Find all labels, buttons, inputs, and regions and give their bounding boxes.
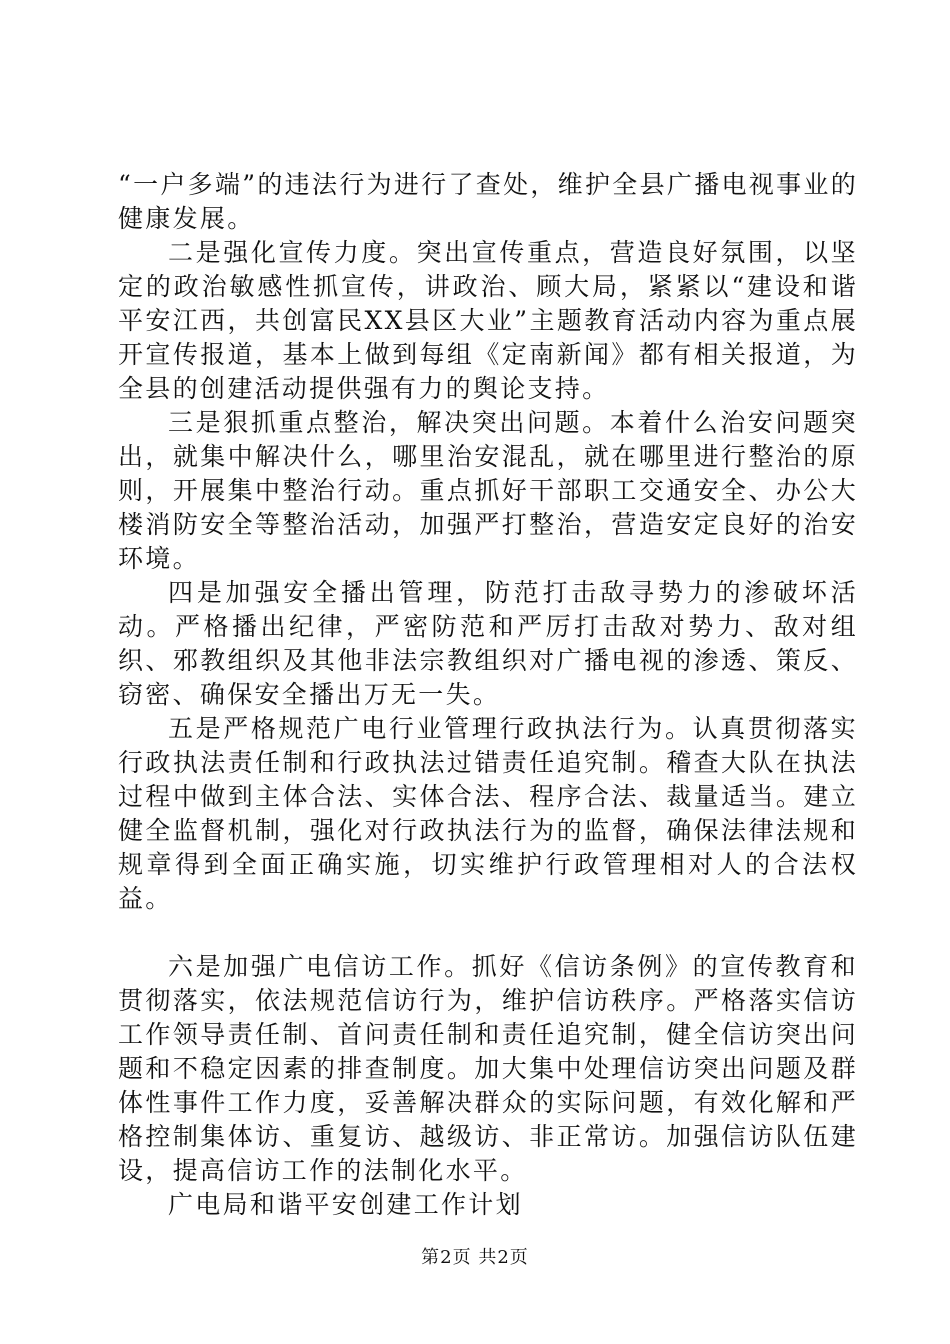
paragraph-petition-work: 六是加强广电信访工作。抓好《信访条例》的宣传教育和贯彻落实，依法规范信访行为，维护信访秩序。严格落实信访工作领导责任制、首问责任制和责任追究制，健全信访突出问题和不稳定因素的排查制度。加大集中处理信访突出问题及群体性事件工作力度，妥善解决群众的实际问题，有效化解和严格控制集体访、重复访、越级访、非正常访。加强信访队伍建设，提高信访工作的法制化水平。 — [118, 952, 858, 1185]
paragraph-continuation: “一户多端”的违法行为进行了查处，维护全县广播电视事业的健康发展。 — [118, 170, 858, 233]
document-body — [118, 168, 858, 1222]
page-number-footer: 第2页 共2页 — [421, 1247, 529, 1268]
paragraph-closing-title: 广电局和谐平安创建工作计划 — [168, 1190, 523, 1219]
paragraph-law-enforcement: 五是严格规范广电行业管理行政执法行为。认真贯彻落实行政执法责任制和行政执法过错责任追究制。稽查大队在执法过程中做到主体合法、实体合法、程序合法、裁量适当。建立健全监督机制，强化对行政执法行为的监督，确保法律法规和规章得到全面正确实施，切实维护行政管理相对人的合法权益。 — [118, 714, 858, 913]
paragraph-broadcast-safety: 四是加强安全播出管理，防范打击敌寻势力的渗破坏活动。严格播出纪律，严密防范和严厉打击敌对势力、敌对组织、邪教组织及其他非法宗教组织对广播电视的渗透、策反、窃密、确保安全播出万无一失。 — [118, 578, 858, 709]
paragraph-key-rectification: 三是狠抓重点整治，解决突出问题。本着什么治安问题突出，就集中解决什么，哪里治安混乱，就在哪里进行整治的原则，开展集中整治行动。重点抓好干部职工交通安全、办公大楼消防安全等整治活动，加强严打整治，营造安定良好的治安环境。 — [118, 408, 858, 573]
paragraph-publicity: 二是强化宣传力度。突出宣传重点，营造良好氛围，以坚定的政治敏感性抓宣传，讲政治、顾大局，紧紧以“建设和谐平安江西，共创富民XX县区大业”主题教育活动内容为重点展开宣传报道，基本上做到每组《定南新闻》都有相关报道，为全县的创建活动提供强有力的舆论支持。 — [118, 238, 858, 403]
